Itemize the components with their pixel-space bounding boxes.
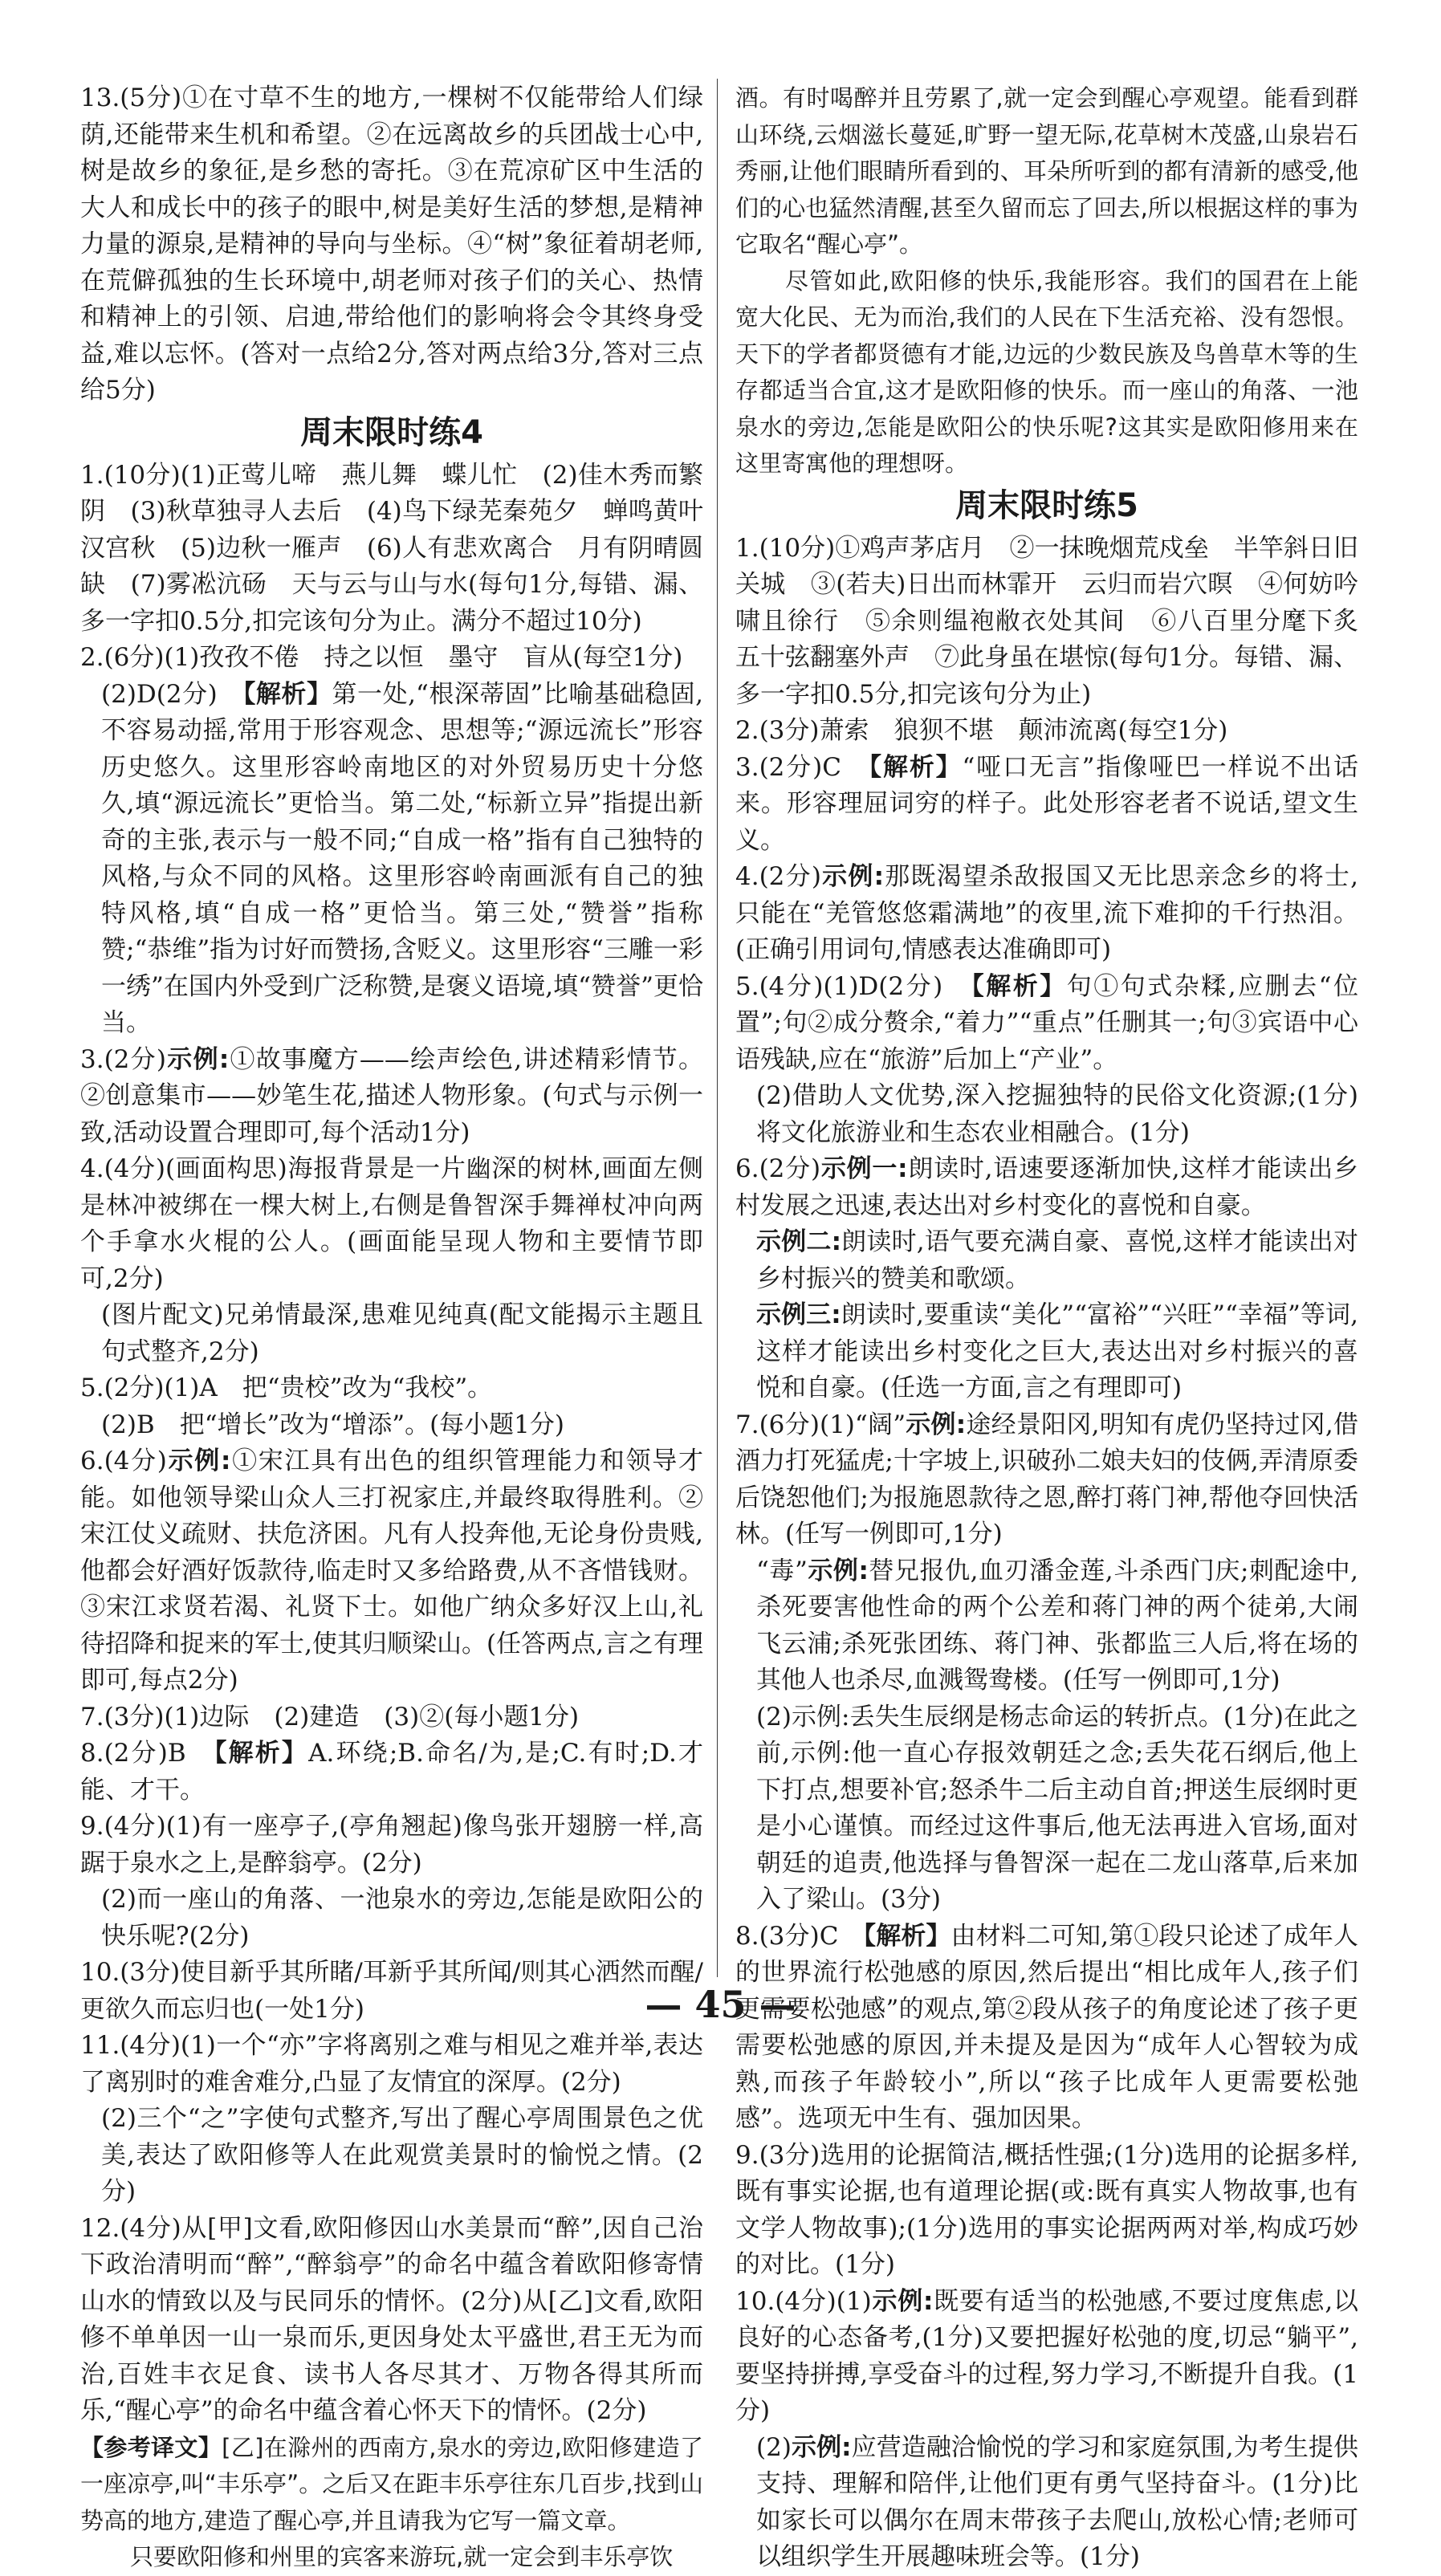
answer-prefix: 6.(4分) (80, 1447, 167, 1475)
answer-5-8 (735, 1919, 1358, 2138)
example-tag: 示例: (820, 862, 884, 891)
answer-5-6-2 (735, 1224, 1358, 1297)
example-tag: 示例: (166, 1044, 230, 1074)
reference-translation-para: 只要欧阳修和州里的宾客来游玩,就一定会到丰乐亭饮 (130, 2543, 674, 2570)
answer-4-4-1: 4.(4分)(画面构思)海报背景是一片幽深的树林,画面左侧是林冲被绑在一棵大树上,右侧是鲁智深手舞禅杖冲向两个手拿水火棍的公人。(画面能呈现人物和主要情节即可,2分) (80, 1154, 703, 1293)
answer-5-1: 1.(10分)①鸡声茅店月 ②一抹晚烟荒戍垒 半竿斜日旧关城 ③(若夫)日出而林霏开 云归而岩穴暝 ④何妨吟啸且徐行 ⑤余则缊袍敝衣处其间 ⑥八百里分麾下炙 五十弦翻塞外声 ⑦此身虽在堪惊(每句1分。每错、漏、多一字扣0.5分,扣完该句分为止) (735, 533, 1383, 709)
answer-4-5-1: 5.(2分)(1)A 把“贵校”改为“我校”。 (80, 1373, 493, 1402)
answer-text: 朗读时,语速要逐渐加快,这样才能读出乡村发展之迅速,表达出对乡村变化的喜悦和自豪。 (735, 1154, 1358, 1220)
answer-4-9-2: (2)而一座山的角落、一池泉水的旁边,怎能是欧阳公的快乐呢?(2分) (101, 1885, 703, 1951)
answer-4-11-2: (2)三个“之”字使句式整齐,写出了醒心亭周围景色之优美,表达了欧阳修等人在此观赏美景时的愉悦之情。(2分) (101, 2104, 703, 2206)
example-tag: 示例: (871, 2286, 934, 2316)
answer-prefix: 3.(2分) (80, 1044, 167, 1074)
analysis-text: “哑口无言”指像哑巴一样说不出话来。形容理屈词穷的样子。此处形容老者不说话,望文生义。 (735, 752, 1358, 855)
analysis-tag: 【解析】 (242, 679, 332, 709)
answer-5-6-3 (735, 1297, 1358, 1407)
answer-text: ①故事魔方——绘声绘色,讲述精彩情节。②创意集市——妙笔生花,描述人物形象。(句式与示例一致,活动设置合理即可,每个活动1分) (80, 1044, 703, 1147)
answer-4-4-2: (图片配文)兄弟情最深,患难见纯真(配文能揭示主题且句式整齐,2分) (101, 1300, 703, 1366)
answer-4-12: 12.(4分)从[甲]文看,欧阳修因山水美景而“醉”,因自己治下政治清明而“醉”,“醉翁亭”的命名中蕴含着欧阳修寄情山水的情致以及与民同乐的情怀。(2分)从[乙]文看,欧阳修不单单因一山一泉而乐,更因身处太平盛世,君王无为而治,百姓丰衣足食、读书人各尽其才、万物各得其所而乐,“醒心亭”的命名中蕴含着心怀天下的情怀。(2分) (80, 2213, 703, 2425)
answer-5-7-1 (735, 1407, 1358, 1553)
answer-prefix: 10.(4分)(1) (735, 2286, 872, 2316)
page-number: — 45 — (645, 1983, 796, 2026)
answer-prefix: 5.(4分)(1)D(2分) (735, 971, 972, 1001)
answer-5-5-1 (735, 969, 1358, 1079)
section-title-weekend-4: 周末限时练4 (300, 413, 483, 451)
answer-5-2: 2.(3分)萧索 狼狈不堪 颠沛流离(每空1分) (735, 716, 1228, 745)
answer-4-8 (80, 1736, 703, 1809)
analysis-tag: 【解析】 (869, 752, 963, 782)
answer-4-10: 10.(3分)使目新乎其所睹/耳新乎其所闻/则其心洒然而醒/更欲久而忘归也(一处1分) (80, 1958, 703, 2024)
answer-4-5-2: (2)B 把“增长”改为“增添”。(每小题1分) (101, 1410, 564, 1439)
answer-13: 13.(5分)①在寸草不生的地方,一棵树不仅能带给人们绿荫,还能带来生机和希望。②在远离故乡的兵团战士心中,树是故乡的象征,是乡愁的寄托。③在荒凉矿区中生活的大人和成长中的孩子的眼中,树是美好生活的梦想,是精神力量的源泉,是精神的导向与坐标。④“树”象征着胡老师,在荒僻孤独的生长环境中,胡老师对孩子们的关心、热情和精神上的引领、启迪,带给他们的影响将会令其终身受益,难以忘怀。(答对一点给2分,答对两点给3分,答对三点给5分) (80, 83, 703, 405)
reference-tag: 【参考译文】 (80, 2433, 222, 2461)
answer-4-9-1: 9.(4分)(1)有一座亭子,(亭角翘起)像鸟张开翅膀一样,高踞于泉水之上,是醉翁亭。(2分) (80, 1812, 703, 1878)
answer-5-10-2 (735, 2430, 1358, 2576)
left-column (80, 80, 703, 2576)
answer-text: 途经景阳冈,明知有虎仍坚持过冈,借酒力打死猛虎;十字坡上,识破孙二娘夫妇的伎俩,弄清原委后饶恕他们;为报施恩款待之恩,醉打蒋门神,帮他夺回快活林。(任写一例即可,1分) (735, 1410, 1358, 1548)
example-tag: 示例: (791, 2432, 852, 2462)
answer-4-2-1: 2.(6分)(1)孜孜不倦 持之以恒 墨守 盲从(每空1分) (80, 643, 683, 672)
answer-4-7: 7.(3分)(1)边际 (2)建造 (3)②(每小题1分) (80, 1702, 580, 1732)
answer-text: 既要有适当的松弛感,不要过度焦虑,以良好的心态备考,(1分)又要把握好松弛的度,切忌“躺平”,要坚持拼搏,享受奋斗的过程,努力学习,不断提升自我。(1分) (735, 2286, 1358, 2425)
answer-text: 朗读时,语气要充满自豪、喜悦,这样才能读出对乡村振兴的赞美和歌颂。 (756, 1227, 1358, 1293)
answer-text: 替兄报仇,血刃潘金莲,斗杀西门庆;刺配途中,杀死要害他性命的两个公差和蒋门神的两个徒弟,大闹飞云浦;杀死张团练、蒋门神、张都监三人后,将在场的其他人也杀尽,血溅鸳鸯楼。(任写一例即可,1分) (756, 1556, 1358, 1695)
answer-prefix: 8.(3分)C (735, 1921, 864, 1951)
answer-prefix: 3.(2分)C (735, 752, 869, 782)
example-tag: 示例: (906, 1410, 967, 1439)
answer-prefix: 4.(2分) (735, 862, 821, 891)
answer-5-6-1 (735, 1151, 1358, 1224)
answer-text: 那既渴望杀敌报国又无比思亲念乡的将士,只能在“羌管悠悠霜满地”的夜里,流下难抑的千行热泪。(正确引用词句,情感表达准确即可) (735, 862, 1358, 964)
analysis-tag: 【解析】 (863, 1921, 951, 1951)
answer-5-5-2: (2)借助人文优势,深入挖掘独特的民俗文化资源;(1分)将文化旅游业和生态农业相融合。(1分) (756, 1081, 1358, 1147)
analysis-text: 由材料二可知,第①段只论述了成年人的世界流行松弛感的原因,然后提出“相比成年人,孩子们更需要松弛感”的观点,第②段从孩子的角度论述了孩子更需要松弛感的原因,并未提及是因为“成年人心智较为成熟,而孩子年龄较小”,所以“孩子比成年人更需要松弛感”。选项无中生有、强加因果。 (735, 1921, 1358, 2133)
answer-prefix: 6.(2分) (735, 1154, 821, 1183)
reference-translation-continued: 酒。有时喝醉并且劳累了,就一定会到醒心亭观望。能看到群山环绕,云烟滋长蔓延,旷野一望无际,花草树木茂盛,山泉岩石秀丽,让他们眼睛所看到的、耳朵所听到的都有清新的感受,他们的心也猛然清醒,甚至久留而忘了回去,所以根据这样的事为它取名“醒心亭”。 (735, 84, 1358, 258)
answer-prefix: 8.(2分)B (80, 1739, 214, 1768)
translation-text: [乙]在滁州的西南方,泉水的旁边,欧阳修建造了一座凉亭,叫“丰乐亭”。之后又在距丰乐亭往东几百步,找到山势高的地方,建造了醒心亭,并且请我为它写一篇文章。 (80, 2433, 703, 2534)
analysis-text: 第一处,“根深蒂固”比喻基础稳固,不容易动摇,常用于形容观念、思想等;“源远流长”形容历史悠久。这里形容岭南地区的对外贸易历史十分悠久,填“源远流长”更恰当。第二处,“标新立异”指提出新奇的主张,表示与一般不同;“自成一格”指有自己独特的风格,与众不同的风格。这里形容岭南画派有自己的独特风格,填“自成一格”更恰当。第三处,“赞誉”指称赞;“恭维”指为讨好而赞扬,含贬义。这里形容“三雕一彩一绣”在国内外受到广泛称赞,是褒义语境,填“赞誉”更恰当。 (101, 679, 704, 1037)
example-tag: 示例二: (756, 1227, 841, 1256)
right-column (735, 80, 1383, 2576)
answer-5-4 (735, 859, 1358, 969)
answer-5-9: 9.(3分)选用的论据简洁,概括性强;(1分)选用的论据多样,既有事实论据,也有道理论据(或:既有真实人物故事,也有文学人物故事);(1分)选用的事实论据两两对举,构成巧妙的对比。(1分) (735, 2140, 1358, 2279)
answer-4-11-1: 11.(4分)(1)一个“亦”字将离别之难与相见之难并举,表达了离别时的难舍难分,凸显了友情宜的深厚。(2分) (80, 2031, 703, 2097)
answer-5-10-1 (735, 2284, 1358, 2430)
answer-prefix: (2)D(2分) (101, 679, 243, 709)
reference-translation-para: 尽管如此,欧阳修的快乐,我能形容。我们的国君在上能宽大化民、无为而治,我们的人民在下生活充裕、没有怨恨。天下的学者都贤德有才能,边远的少数民族及鸟兽草木等的生存都适当合宜,这才是欧阳修的快乐。而一座山的角落、一池泉水的旁边,怎能是欧阳公的快乐呢?这其实是欧阳修用来在这里寄寓他的理想呀。 (735, 267, 1358, 477)
analysis-text: A.环绕;B.命名/为,是;C.有时;D.才能、才干。 (80, 1739, 704, 1805)
analysis-tag: 【解析】 (214, 1739, 309, 1768)
answer-5-3 (735, 750, 1358, 860)
answer-text: ①宋江具有出色的组织管理能力和领导才能。如他领导梁山众人三打祝家庄,并最终取得胜利。②宋江仗义疏财、扶危济困。凡有人投奔他,无论身份贵贱,他都会好酒好饭款待,临走时又多给路费,从不吝惜钱财。③宋江求贤若渴、礼贤下士。如他广纳众多好汉上山,礼待招降和捉来的军士,使其归顺梁山。(任答两点,言之有理即可,每点2分) (80, 1447, 703, 1695)
answer-5-7-3: (2)示例:丢失生辰纲是杨志命运的转折点。(1分)在此之前,示例:他一直心存报效朝廷之念;丢失花石纲后,他上下打点,想要补官;怒杀牛二后主动自首;押送生辰纲时更是小心谨慎。而经过这件事后,他无法再进入官场,面对朝廷的追责,他选择与鲁智深一起在二龙山落草,后来加入了梁山。(3分) (756, 1702, 1358, 1914)
example-tag: 示例: (166, 1447, 231, 1475)
answer-4-6 (80, 1443, 703, 1699)
answer-4-2-2 (80, 677, 703, 1042)
reference-translation (80, 2430, 703, 2540)
answer-5-7-2 (735, 1553, 1358, 1699)
column-divider (717, 79, 718, 1977)
answer-4-1: 1.(10分)(1)正莺儿啼 燕儿舞 蝶儿忙 (2)佳木秀而繁阴 (3)秋草独寻人去后 (4)鸟下绿芜秦苑夕 蝉鸣黄叶汉宫秋 (5)边秋一雁声 (6)人有悲欢离合 月有阴晴圆缺 (7)雾凇沆砀 天与云与山与水(每句1分,每错、漏、多一字扣0.5分,扣完该句分为止。满分不超过10分) (80, 460, 703, 636)
example-tag: 示例三: (756, 1300, 841, 1329)
answer-prefix: “毒” (756, 1556, 808, 1585)
analysis-text: 句①句式杂糅,应删去“位置”;句②成分赘余,“着力”“重点”任删其一;句③宾语中心语残缺,应在“旅游”后加上“产业”。 (735, 971, 1359, 1074)
answer-text: 朗读时,要重读“美化”“富裕”“兴旺”“幸福”等词,这样才能读出乡村变化之巨大,表达出对乡村振兴的喜悦和自豪。(任选一方面,言之有理即可) (756, 1300, 1358, 1402)
answer-text: 应营造融洽愉悦的学习和家庭氛围,为考生提供支持、理解和陪伴,让他们更有勇气坚持奋斗。(1分)比如家长可以偶尔在周末带孩子去爬山,放松心情;老师可以组织学生开展趣味班会等。(1分) (756, 2432, 1358, 2571)
example-tag: 示例一: (820, 1154, 908, 1183)
answer-prefix: (2) (756, 2432, 792, 2462)
example-tag: 示例: (807, 1556, 869, 1585)
answer-prefix: 7.(6分)(1)“阔” (735, 1410, 906, 1439)
answer-4-3 (80, 1042, 703, 1152)
section-title-weekend-5: 周末限时练5 (955, 486, 1138, 524)
analysis-tag: 【解析】 (971, 971, 1067, 1001)
